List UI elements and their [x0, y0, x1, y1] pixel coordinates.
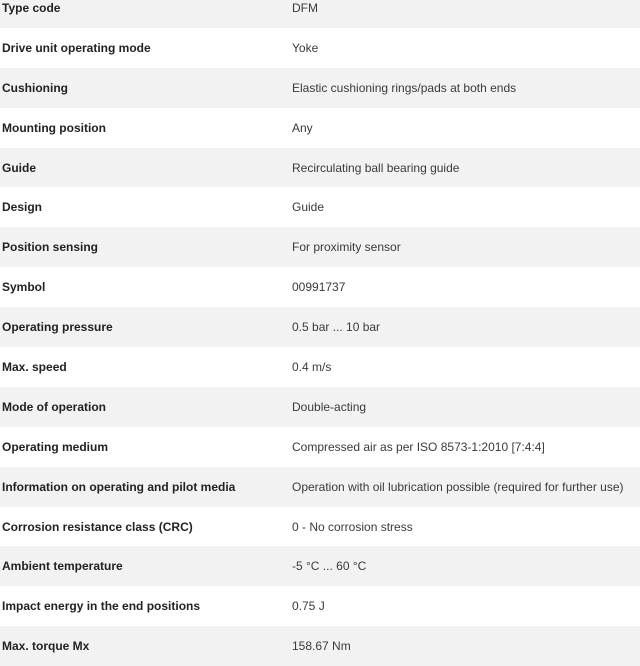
spec-value: 158.67 Nm: [292, 639, 351, 654]
table-row: [0, 108, 640, 148]
spec-label: Impact energy in the end positions: [2, 599, 201, 614]
table-row: [0, 586, 640, 626]
spec-value: 0.75 J: [292, 599, 325, 614]
table-row: [0, 187, 640, 227]
table-row: [0, 347, 640, 387]
table-row: [0, 227, 640, 267]
table-row: [0, 467, 640, 507]
table-row: [0, 307, 640, 347]
spec-label: Ambient temperature: [2, 559, 123, 574]
spec-label: Operating pressure: [2, 320, 113, 335]
table-row: [0, 626, 640, 666]
spec-label: Mode of operation: [2, 399, 106, 414]
spec-label: Max. speed: [2, 359, 67, 374]
spec-value: 0.5 bar ... 10 bar: [292, 320, 381, 335]
spec-label: Symbol: [2, 280, 46, 295]
spec-label: Mounting position: [2, 120, 106, 135]
table-row: [0, 68, 640, 108]
spec-value: Operation with oil lubrication possible (required for further use): [292, 479, 624, 494]
table-row: [0, 507, 640, 547]
spec-value: Elastic cushioning rings/pads at both ends: [292, 80, 517, 95]
table-row: [0, 0, 640, 28]
spec-label: Information on operating and pilot media: [2, 479, 236, 494]
spec-label: Operating medium: [2, 439, 109, 454]
spec-value: Yoke: [292, 40, 319, 55]
spec-value: 00991737: [292, 280, 346, 295]
spec-value: Double-acting: [292, 399, 367, 414]
spec-value: For proximity sensor: [292, 240, 401, 255]
spec-label: Type code: [2, 0, 61, 15]
spec-label: Cushioning: [2, 80, 68, 95]
spec-value: 0 - No corrosion stress: [292, 519, 413, 534]
spec-value: Recirculating ball bearing guide: [292, 160, 460, 175]
table-row: [0, 387, 640, 427]
spec-value: 0.4 m/s: [292, 359, 332, 374]
table-row: [0, 427, 640, 467]
spec-label: Position sensing: [2, 240, 99, 255]
spec-value: Guide: [292, 200, 325, 215]
spec-value: -5 °C ... 60 °C: [292, 559, 367, 574]
table-row: [0, 267, 640, 307]
spec-label: Design: [2, 200, 43, 215]
spec-label: Max. torque Mx: [2, 639, 90, 654]
spec-value: DFM: [292, 0, 318, 15]
spec-value: Compressed air as per ISO 8573-1:2010 [7:4:4]: [292, 439, 545, 454]
table-row: [0, 546, 640, 586]
spec-label: Drive unit operating mode: [2, 40, 151, 55]
table-row: [0, 148, 640, 188]
spec-value: Any: [292, 120, 313, 135]
table-row: [0, 28, 640, 68]
spec-label: Guide: [2, 160, 37, 175]
spec-label: Corrosion resistance class (CRC): [2, 519, 193, 534]
